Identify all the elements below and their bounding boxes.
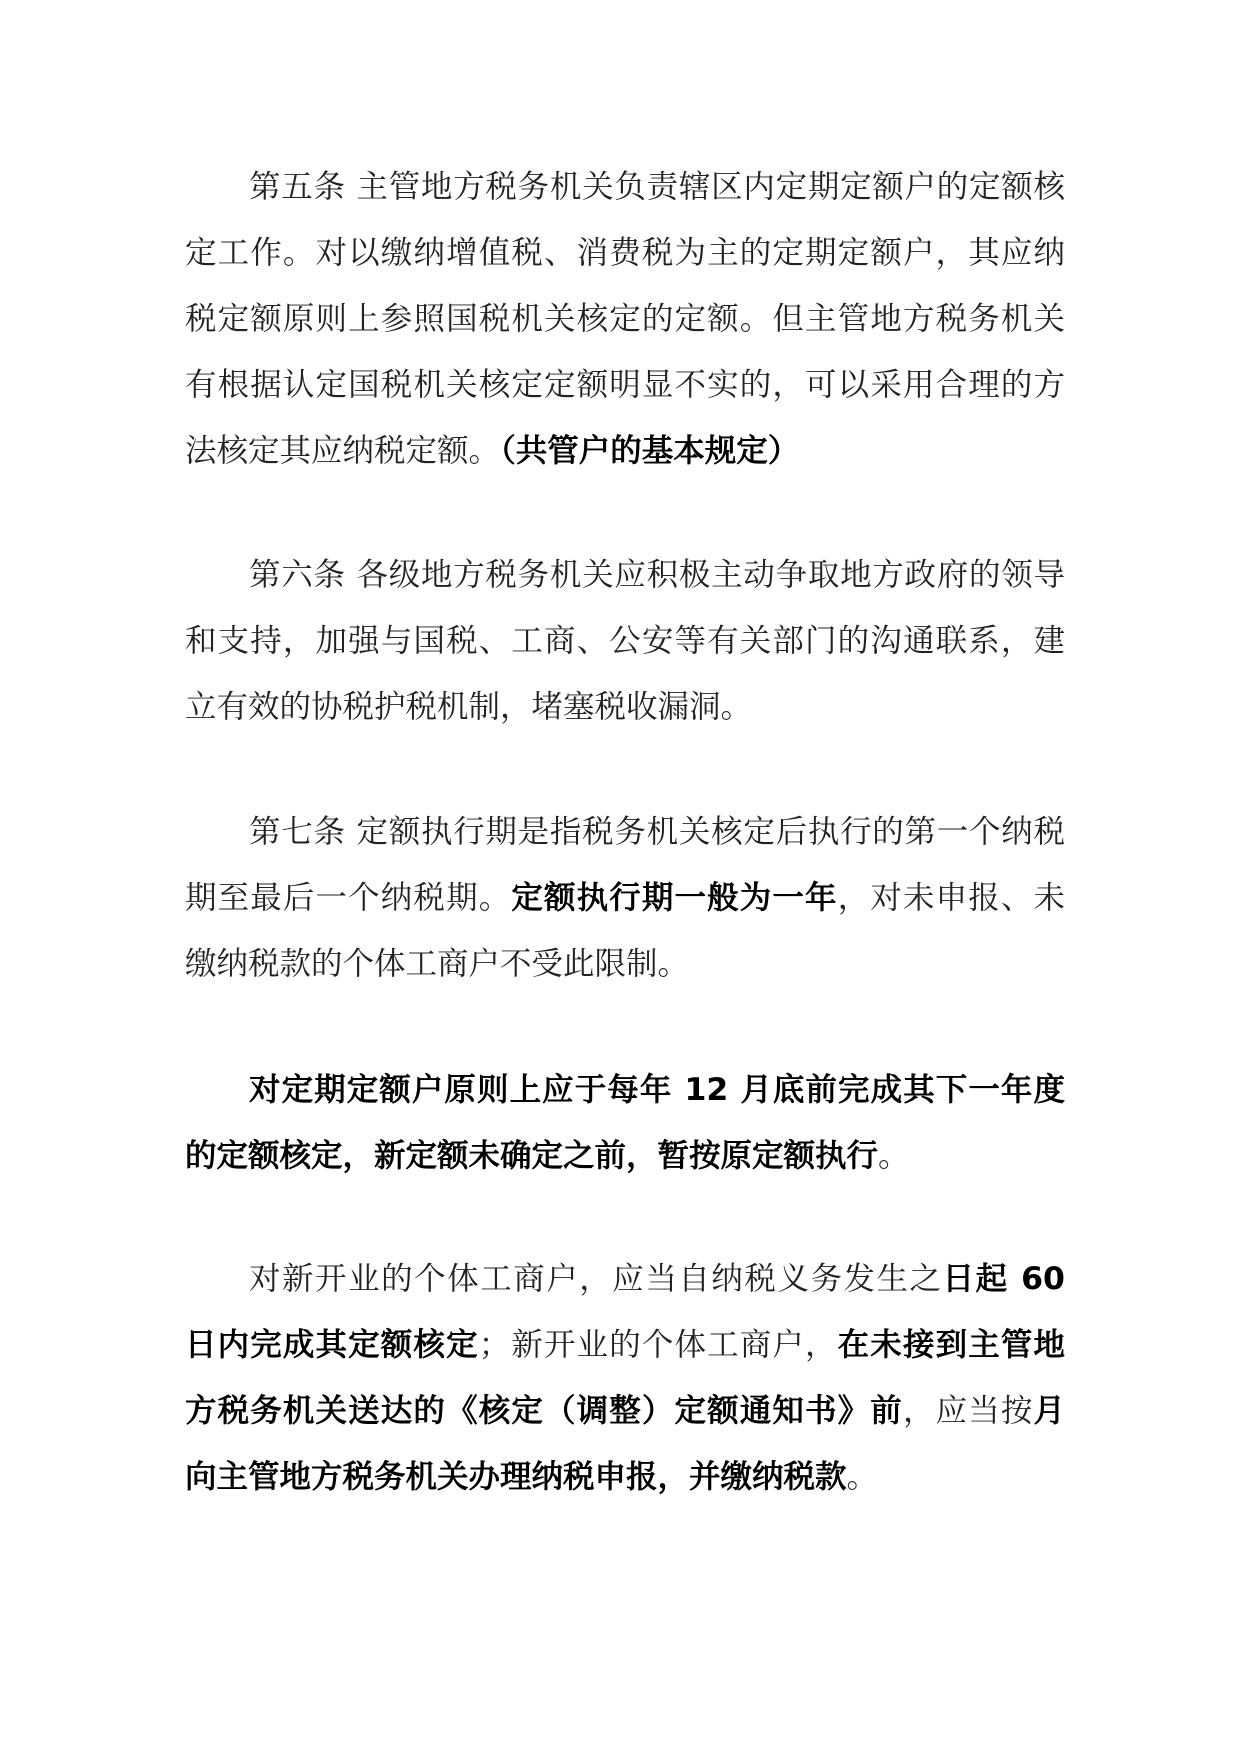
text-segment: ，应当按: [902, 1393, 1034, 1429]
text-segment: ，对未申报、未缴纳税款的个体工商户不受此限制。: [185, 880, 1065, 982]
bold-text-segment: 日起 60 日内完成其定额核定: [185, 1261, 1065, 1363]
bold-text-segment: 对定期定额户原则上应于每年 12 月底前完成其下一年度的定额核定，新定额未确定之前，暂按原定额执行: [185, 1072, 1065, 1174]
paragraph-article-5: [185, 154, 1065, 484]
text-segment: 。: [846, 1459, 879, 1495]
bold-text-segment: （共管户的基本规定）: [500, 433, 800, 469]
text-segment: 对新开业的个体工商户，应当自纳税义务发生之: [249, 1261, 943, 1297]
paragraph-annual-deadline: [185, 1057, 1065, 1189]
text-segment: 第六条 各级地方税务机关应积极主动争取地方政府的领导和支持，加强与国税、工商、公安等有关部门的沟通联系，建立有效的协税护税机制，堵塞税收漏洞。: [185, 557, 1065, 725]
bold-text-segment: 定额执行期一般为一年: [511, 880, 838, 916]
bold-text-segment: 月向主管地方税务机关办理纳税申报，并缴纳税款: [185, 1393, 1065, 1495]
text-segment: 。: [878, 1138, 910, 1174]
paragraph-article-6: [185, 542, 1065, 740]
paragraph-article-7: [185, 799, 1065, 997]
bold-text-segment: 在未接到主管地方税务机关送达的《核定（调整）定额通知书》前: [185, 1327, 1065, 1429]
text-segment: ；新开业的个体工商户，: [478, 1327, 838, 1363]
paragraph-new-business: [185, 1246, 1065, 1510]
text-segment: 第五条 主管地方税务机关负责辖区内定期定额户的定额核定工作。对以缴纳增值税、消费税为主的定期定额户，其应纳税定额原则上参照国税机关核定的定额。但主管地方税务机关有根据认定国税机关核定定额明显不实的，可以采用合理的方法核定其应纳税定额。: [185, 169, 1065, 469]
text-segment: 第七条 定额执行期是指税务机关核定后执行的第一个纳税期至最后一个纳税期。: [185, 814, 1065, 916]
